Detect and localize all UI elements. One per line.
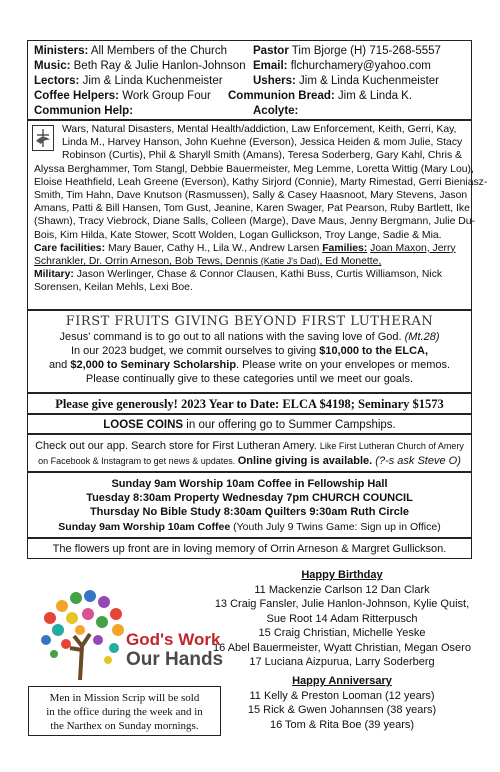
- tree-of-hands-icon: [30, 588, 140, 680]
- scrip-box: [28, 686, 221, 736]
- anniversary-line: 16 Tom & Rita Boe (39 years): [269, 718, 415, 731]
- app-line1: Check out our app. Search store for First Lutheran Amery. Like First Lutheran Church of Amery: [35, 440, 464, 452]
- schedule-line4: Sunday 9am Worship 10am Coffee (Youth July 9 Twins Game: Sign up in Office): [58, 521, 441, 533]
- ytd-box: [27, 393, 472, 414]
- fruits-line1: Jesus' command is to go out to all nations with the saving love of God. (Mt.28): [59, 331, 440, 343]
- families-line: Schrankler, Dr. Orrin Arneson, Bob Tews, Dennis (Katie J's Dad), Ed Monette,: [34, 256, 382, 268]
- fruits-line2: In our 2023 budget, we commit ourselves to giving $10,000 to the ELCA,: [70, 345, 429, 357]
- ushers-line: Ushers: Jim & Linda Kuchenmeister: [253, 75, 440, 87]
- acolyte-line: Acolyte:: [253, 105, 299, 117]
- birthday-line: 11 Mackenzie Carlson 12 Dan Clark: [254, 583, 430, 596]
- military-line: Military: Jason Werlinger, Chase & Connor Clausen, Kathi Buss, Curtis Williamson, Nick: [34, 269, 443, 281]
- coins-box: [27, 414, 472, 434]
- schedule-line2: Tuesday 8:30am Property Wednesday 7pm CHURCH COUNCIL: [86, 492, 413, 504]
- prayer-list: Wars, Natural Disasters, Mental Health/addiction, Law Enforcement, Keith, Gerri, Kay, Linda M., Harvey Hanson, John Kuehne (Everson), Jessica Heiden & mom Julie, Stacy Robinson (Curtis), Phil & Sharyll Smith (Amans), Teresa Soderberg, Gary Kahl, Chris & Alyssa Berghammer, Tom Stangl, Debbie Bauermeister, Meg Lemme, Loretta Wittig (Mary Lou), Eloise Heathfield, Leah Greene (Everson), Kathy Sirjord (Connie), Marty Rimestad, Gerri Bieniasz- Smith, Tim Hahn, Dave Knutson (Rasmussen), Sally & Casey Haasnoot, Mary Stevens, Jason Amans, Patti & Bill Hansen, Tom Gust, Jeanine, Karen Swager, Pat Pearson, Ruby Bartlett, Ike (Shawn), Tracy Viebrock, Diane Salls, Colleen (Marge), Dave Maus, Jenny Bergmann, Julie Du- Bois, Kim Hilda, Kate Stower, Scott Wolden, Logan Gullickson, Troy Lange, Sadie & Mia. Care facilities: Mary Bauer, Cathy H., Lila W., Andrew Larsen Families: Joan Maxon, Jerry Schrankler, Dr. Orrin Arneson, Bob Tews, Dennis (Katie J's Dad), Ed Monette, Military: Jason Werlinger, Chase & Connor Clausen, Kathi Buss, Curtis Williamson, Nick Sorensen, Keilan Mehls, Lexi Boe.: [34, 124, 488, 294]
- prayer-box: [27, 120, 488, 310]
- bread-line: Communion Bread: Jim & Linda K.: [228, 90, 413, 102]
- fruits-line4: Please continually give to these categories until we meet our goals.: [85, 373, 414, 385]
- birthday-line: 17 Luciana Aizpurua, Larry Soderberg: [249, 656, 435, 668]
- anniversary-line: 11 Kelly & Preston Looman (12 years): [249, 689, 435, 702]
- schedule-box: [27, 472, 472, 538]
- app-box: [27, 434, 472, 472]
- anniversary-section: [207, 674, 477, 732]
- help-line: Communion Help:: [34, 105, 134, 117]
- scrip-text: Men in Mission Scrip will be sold in the office during the week and in the Narthex on Sunday mornings.: [46, 692, 203, 732]
- coins-line: LOOSE COINS in our offering go to Summer Campships.: [103, 419, 396, 431]
- care-line: Care facilities: Mary Bauer, Cathy H., Lila W., Andrew Larsen Families: Joan Maxon, Jerry: [34, 242, 456, 254]
- anniversary-line: 15 Rick & Gwen Johannsen (38 years): [247, 704, 437, 716]
- flowers-line: The flowers up front are in loving memory of Orrin Arneson & Margret Gullickson.: [52, 543, 447, 555]
- birthday-title: Happy Birthday: [301, 569, 383, 581]
- logo-line1: God's Work: [126, 630, 221, 649]
- email-line: Email: flchurchamery@yahoo.com: [253, 60, 431, 72]
- fruits-line3: and $2,000 to Seminary Scholarship. Please write on your envelopes or memos.: [48, 359, 451, 371]
- birthday-section: [207, 568, 477, 670]
- birthday-line: Sue Root 14 Adam Ritterpusch: [266, 612, 418, 625]
- birthday-line: 13 Craig Fansler, Julie Hanlon-Johnson, Kylie Quist,: [214, 598, 470, 610]
- schedule-line3: Thursday No Bible Study 8:30am Quilters 9:30am Ruth Circle: [89, 506, 410, 518]
- pastor-line: Pastor Tim Bjorge (H) 715-268-5557: [253, 45, 441, 57]
- birthday-line: 15 Craig Christian, Michelle Yeske: [258, 627, 426, 639]
- flowers-box: [27, 538, 472, 559]
- app-line2: on Facebook & Instagram to get news & updates. Online giving is available. (?-s ask Steve O): [38, 455, 461, 467]
- anniversary-title: Happy Anniversary: [292, 675, 392, 687]
- lectors-line: Lectors: Jim & Linda Kuchenmeister: [34, 75, 223, 87]
- coffee-line: Coffee Helpers: Work Group Four: [34, 90, 211, 102]
- birthday-line: 16 Abel Bauermeister, Wyatt Christian, Megan Osero: [213, 641, 471, 654]
- logo-line2: Our Hands: [126, 649, 224, 670]
- schedule-line1: Sunday 9am Worship 10am Coffee in Fellowship Hall: [111, 478, 388, 490]
- gods-work-logo: [30, 588, 224, 680]
- ministers-line: Ministers: All Members of the Church: [34, 45, 228, 57]
- first-fruits-title: FIRST FRUITS GIVING BEYOND FIRST LUTHERAN: [65, 314, 434, 329]
- staff-box: [27, 40, 472, 120]
- first-fruits-box: [27, 310, 472, 393]
- music-line: Music: Beth Ray & Julie Hanlon-Johnson: [34, 60, 246, 72]
- ytd-line: Please give generously! 2023 Year to Date: ELCA $4198; Seminary $1573: [55, 397, 444, 411]
